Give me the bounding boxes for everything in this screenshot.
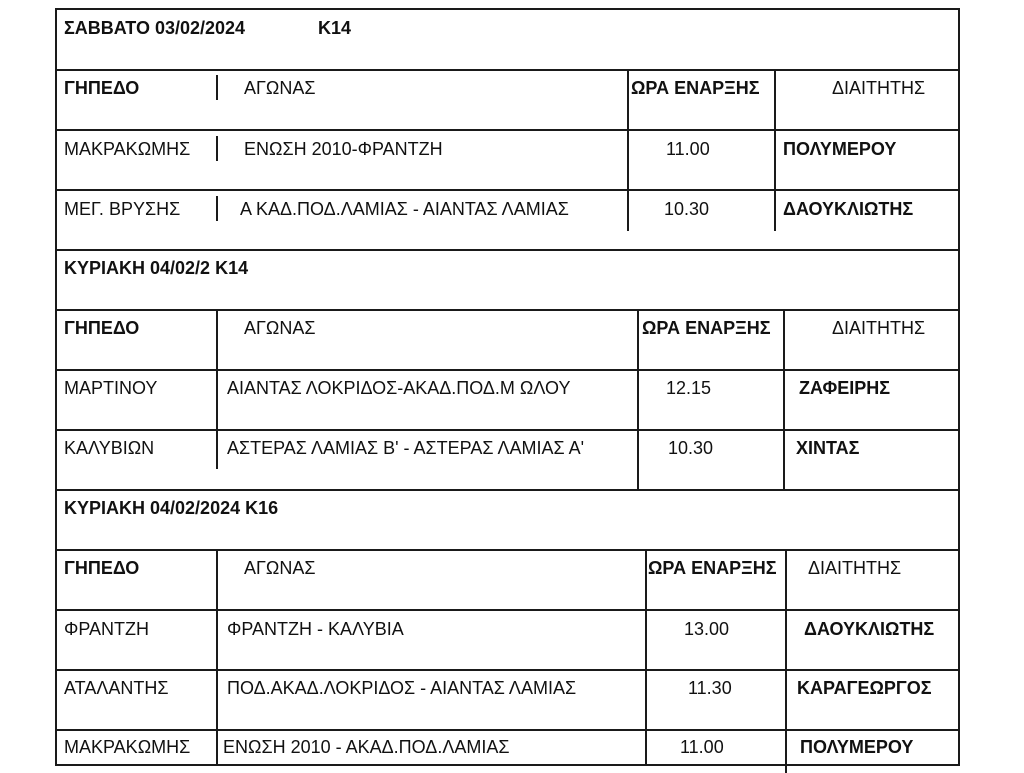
rule [216, 551, 218, 764]
referee-cell: ΖΑΦΕΙΡΗΣ [799, 378, 891, 398]
rule [55, 669, 960, 671]
header-referee: ΔΙΑΙΤΗΤΗΣ [832, 78, 926, 98]
rule [55, 8, 960, 10]
rule [785, 551, 787, 773]
header-referee: ΔΙΑΙΤΗΤΗΣ [808, 558, 902, 578]
referee-cell: ΠΟΛΥΜΕΡΟΥ [800, 737, 914, 757]
header-match: ΑΓΩΝΑΣ [244, 558, 316, 578]
rule [55, 729, 960, 731]
header-match: ΑΓΩΝΑΣ [244, 78, 316, 98]
time-cell: 11.30 [688, 678, 732, 698]
section-title: ΣΑΒΒΑΤΟ 03/02/2024 [64, 18, 246, 38]
rule [55, 609, 960, 611]
rule [216, 136, 218, 161]
rule [55, 489, 960, 491]
venue-cell: ΜΕΓ. ΒΡΥΣΗΣ [64, 199, 181, 219]
venue-cell: ΜΑΡΤΙΝΟΥ [64, 378, 158, 398]
rule [216, 196, 218, 221]
section-category: K14 [318, 18, 352, 38]
rule [55, 764, 960, 766]
match-cell: ΕΝΩΣΗ 2010 - ΑΚΑΔ.ΠΟΔ.ΛΑΜΙΑΣ [223, 737, 510, 757]
header-time: ΩΡΑ ΕΝΑΡΞΗΣ [631, 78, 760, 98]
time-cell: 13.00 [684, 619, 730, 639]
time-cell: 11.00 [666, 139, 710, 159]
match-cell: ΕΝΩΣΗ 2010-ΦΡΑΝΤΖΗ [244, 139, 443, 159]
match-cell: Α ΚΑΔ.ΠΟΔ.ΛΑΜΙΑΣ - ΑΙΑΝΤΑΣ ΛΑΜΙΑΣ [240, 199, 569, 219]
rule [55, 309, 960, 311]
venue-cell: ΑΤΑΛΑΝΤΗΣ [64, 678, 169, 698]
rule [958, 8, 960, 766]
time-cell: 11.00 [680, 737, 724, 757]
venue-cell: ΦΡΑΝΤΖΗ [64, 619, 150, 639]
section-title: ΚΥΡΙΑΚΗ 04/02/2024 K16 [64, 498, 279, 518]
venue-cell: ΜΑΚΡΑΚΩΜΗΣ [64, 139, 191, 159]
header-referee: ΔΙΑΙΤΗΤΗΣ [832, 318, 926, 338]
rule [55, 249, 960, 251]
section-title: ΚΥΡΙΑΚΗ 04/02/2 K14 [64, 258, 249, 278]
referee-cell: ΔΑΟΥΚΛΙΩΤΗΣ [804, 619, 935, 639]
rule [627, 71, 629, 231]
header-venue: ΓΗΠΕΔΟ [64, 318, 140, 338]
venue-cell: ΜΑΚΡΑΚΩΜΗΣ [64, 737, 191, 757]
match-cell: ΑΙΑΝΤΑΣ ΛΟΚΡΙΔΟΣ-ΑΚΑΔ.ΠΟΔ.Μ ΩΛΟΥ [227, 378, 571, 398]
rule [783, 311, 785, 489]
rule [774, 71, 776, 231]
rule [55, 189, 960, 191]
match-cell: ΑΣΤΕΡΑΣ ΛΑΜΙΑΣ Β' - ΑΣΤΕΡΑΣ ΛΑΜΙΑΣ Α' [227, 438, 585, 458]
referee-cell: ΠΟΛΥΜΕΡΟΥ [783, 139, 897, 159]
rule [645, 551, 647, 764]
rule [55, 8, 57, 766]
header-time: ΩΡΑ ΕΝΑΡΞΗΣ [648, 558, 777, 578]
match-cell: ΠΟΔ.ΑΚΑΔ.ΛΟΚΡΙΔΟΣ - ΑΙΑΝΤΑΣ ΛΑΜΙΑΣ [227, 678, 577, 698]
venue-cell: ΚΑΛΥΒΙΩΝ [64, 438, 155, 458]
referee-cell: ΔΑΟΥΚΛΙΩΤΗΣ [783, 199, 914, 219]
header-match: ΑΓΩΝΑΣ [244, 318, 316, 338]
match-cell: ΦΡΑΝΤΖΗ - ΚΑΛΥΒΙΑ [227, 619, 404, 639]
header-venue: ΓΗΠΕΔΟ [64, 78, 140, 98]
time-cell: 10.30 [668, 438, 714, 458]
time-cell: 10.30 [664, 199, 710, 219]
header-venue: ΓΗΠΕΔΟ [64, 558, 140, 578]
rule [55, 129, 960, 131]
header-time: ΩΡΑ ΕΝΑΡΞΗΣ [642, 318, 771, 338]
rule [55, 429, 960, 431]
rule [216, 75, 218, 100]
rule [637, 311, 639, 489]
rule [55, 369, 960, 371]
rule [216, 311, 218, 469]
time-cell: 12.15 [666, 378, 712, 398]
referee-cell: ΚΑΡΑΓΕΩΡΓΟΣ [797, 678, 932, 698]
referee-cell: ΧΙΝΤΑΣ [796, 438, 860, 458]
rule [55, 549, 960, 551]
rule [55, 69, 960, 71]
